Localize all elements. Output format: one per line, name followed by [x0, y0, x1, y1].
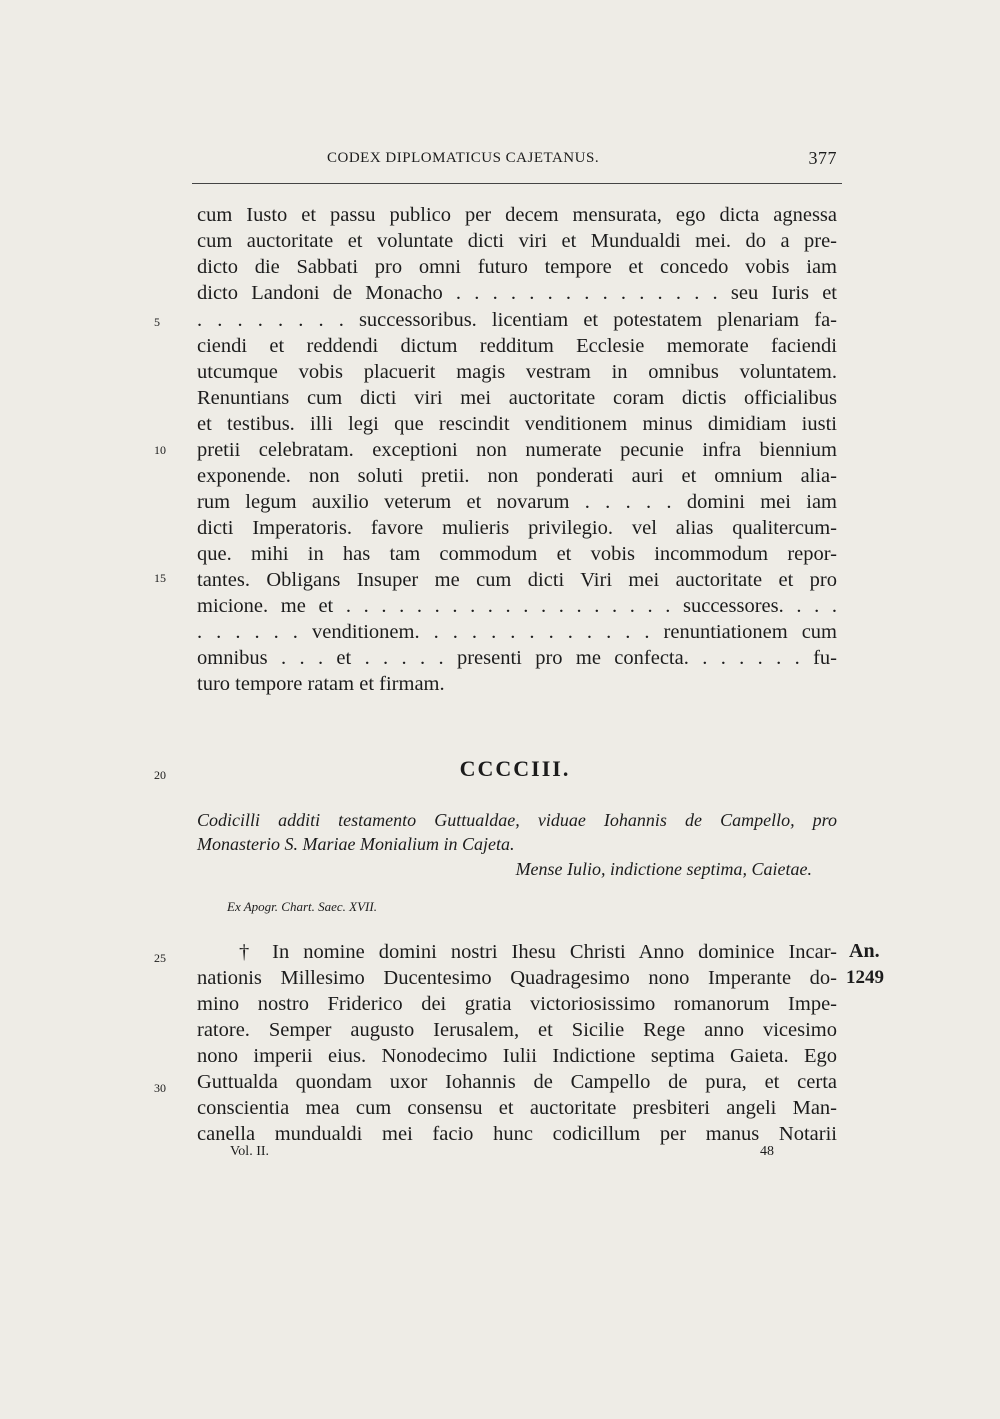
line-number: 25: [154, 951, 166, 965]
text-line: exponende. non soluti pretii. non ponderati auri et omnium alia-: [197, 465, 837, 487]
text-line: conscientia mea cum consensu et auctoritate presbiteri angeli Man-: [197, 1097, 837, 1119]
running-title: CODEX DIPLOMATICUS CAJETANUS.: [327, 150, 600, 166]
text-line: Renuntians cum dicti viri mei auctoritate coram dictis officialibus: [197, 387, 837, 409]
text-line: micione. me et . . . . . . . . . . . . . . . . . . . successores. . . .: [197, 595, 837, 617]
text-line: pretii celebratam. exceptioni non numerate pecunie infra biennium: [197, 439, 837, 461]
text-line: utcumque vobis placuerit magis vestram in omnibus voluntatem.: [197, 361, 837, 383]
line-number: 10: [154, 443, 166, 457]
text-line: cum auctoritate et voluntate dicti viri et Mundualdi mei. do a pre-: [197, 230, 837, 252]
text-line: nationis Millesimo Ducentesimo Quadragesimo nono Imperante do-: [197, 967, 837, 989]
text-line: cum Iusto et passu publico per decem mensurata, ego dicta agnessa: [197, 204, 837, 226]
text-line: dicti Imperatoris. favore mulieris privilegio. vel alias qualitercum-: [197, 517, 837, 539]
line-number: 20: [154, 768, 166, 782]
text-line: et testibus. illi legi que rescindit venditionem minus dimidiam iusti: [197, 413, 837, 435]
margin-note-year: 1249: [846, 967, 884, 988]
document-source: Ex Apogr. Chart. Saec. XVII.: [227, 899, 377, 914]
text-line: dicto Landoni de Monacho . . . . . . . . . . . . . . . seu Iuris et: [197, 282, 837, 304]
margin-note-label: An.: [849, 940, 880, 962]
text-line: tantes. Obligans Insuper me cum dicti Viri mei auctoritate et pro: [197, 569, 837, 591]
text-line: canella mundualdi mei facio hunc codicillum per manus Notarii: [197, 1123, 837, 1145]
text-line: † In nomine domini nostri Ihesu Christi Anno dominice Incar-: [239, 941, 837, 963]
text-line: ciendi et reddendi dictum redditum Ecclesie memorate faciendi: [197, 335, 837, 357]
text-line: Guttualda quondam uxor Iohannis de Campello de pura, et certa: [197, 1071, 837, 1093]
text-line: mino nostro Friderico dei gratia victoriosissimo romanorum Impe-: [197, 993, 837, 1015]
text-line: turo tempore ratam et firmam.: [197, 673, 445, 695]
text-line: ratore. Semper augusto Ierusalem, et Sicilie Rege anno vicesimo: [197, 1019, 837, 1041]
text-line: rum legum auxilio veterum et novarum . . . . . domini mei iam: [197, 491, 837, 513]
text-line: . . . . . . venditionem. . . . . . . . . . . . . renuntiationem cum: [197, 621, 837, 643]
footer-signature: 48: [760, 1144, 774, 1159]
document-rubric-line: Monasterio S. Mariae Monialium in Cajeta.: [197, 834, 515, 854]
document-number: CCCCIII.: [459, 756, 571, 781]
text-line: que. mihi in has tam commodum et vobis incommodum repor-: [197, 543, 837, 565]
text-line: nono imperii eius. Nonodecimo Iulii Indictione septima Gaieta. Ego: [197, 1045, 837, 1067]
document-date: Mense Iulio, indictione septima, Caietae.: [515, 859, 812, 879]
footer-volume: Vol. II.: [230, 1144, 270, 1159]
header-rule: [192, 183, 842, 184]
text-line: dicto die Sabbati pro omni futuro tempore et concedo vobis iam: [197, 256, 837, 278]
line-number: 15: [154, 571, 166, 585]
text-line: omnibus . . . et . . . . . presenti pro me confecta. . . . . . . fu-: [197, 647, 837, 669]
running-head: [197, 150, 837, 174]
line-number: 5: [154, 315, 160, 329]
line-number: 30: [154, 1081, 166, 1095]
page-number: 377: [808, 148, 837, 168]
text-line: . . . . . . . . successoribus. licentiam et potestatem plenariam fa-: [197, 309, 837, 331]
document-rubric-line: Codicilli additi testamento Guttualdae, viduae Iohannis de Campello, pro: [197, 810, 837, 830]
